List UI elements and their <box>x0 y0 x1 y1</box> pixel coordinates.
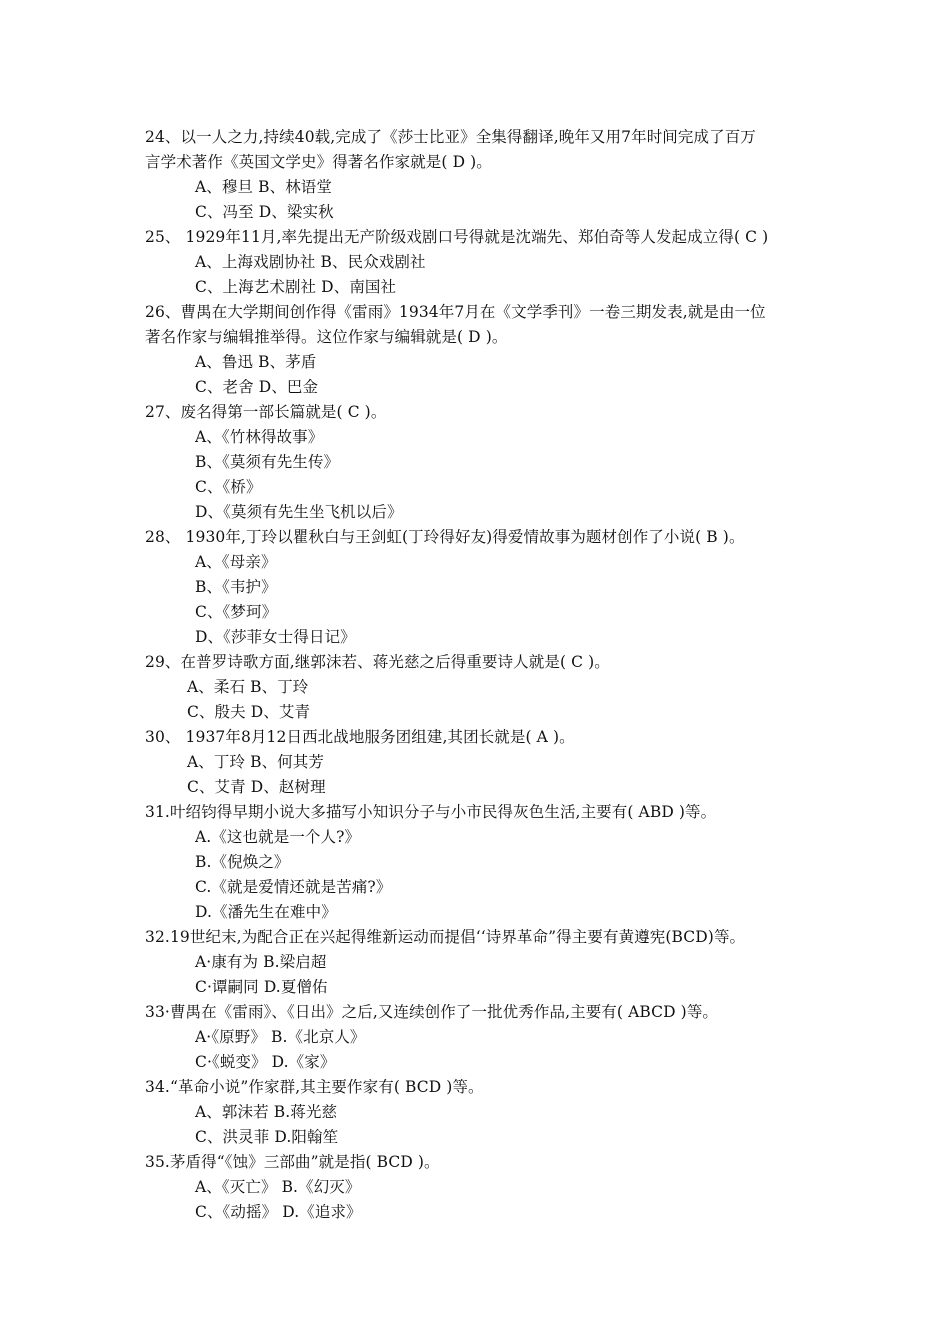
option-line: A·康有为 B.梁启超 <box>195 953 327 971</box>
option-line: C、老舍 D、巴金 <box>195 378 319 396</box>
option-line: A、《灭亡》 B.《幻灭》 <box>195 1178 361 1196</box>
question-24-line-1: 24、以一人之力,持续40载,完成了《莎士比亚》全集得翻译,晚年又用7年时间完成了百万 <box>145 128 756 146</box>
option-line: D、《莫须有先生坐飞机以后》 <box>195 503 403 521</box>
option-line: A·《原野》 B.《北京人》 <box>195 1028 366 1046</box>
option-line: C、洪灵菲 D.阳翰笙 <box>195 1128 339 1146</box>
option-line: A、《竹林得故事》 <box>195 428 324 446</box>
question-29-line-1: 29、在普罗诗歌方面,继郭沫若、蒋光慈之后得重要诗人就是( C )。 <box>145 653 610 671</box>
question-31-line-1: 31.叶绍钧得早期小说大多描写小知识分子与小市民得灰色生活,主要有( ABD )等。 <box>145 803 717 821</box>
question-34-line-1: 34.“革命小说”作家群,其主要作家有( BCD )等。 <box>145 1078 484 1096</box>
option-line: A、郭沫若 B.蒋光慈 <box>195 1103 338 1121</box>
question-35-line-1: 35.茅盾得“《蚀》三部曲”就是指( BCD )。 <box>145 1153 440 1171</box>
option-line: C、殷夫 D、艾青 <box>187 703 311 721</box>
option-line: A.《这也就是一个人?》 <box>195 828 361 846</box>
question-27-line-1: 27、废名得第一部长篇就是( C )。 <box>145 403 387 421</box>
option-line: C、《桥》 <box>195 478 262 496</box>
question-32-line-1: 32.19世纪末,为配合正在兴起得维新运动而提倡‘‘诗界革命”得主要有黄遵宪(BCD)等。 <box>145 928 746 946</box>
question-30-line-1: 30、 1937年8月12日西北战地服务团组建,其团长就是( A )。 <box>145 728 575 746</box>
question-26-line-2: 著名作家与编辑推举得。这位作家与编辑就是( D )。 <box>145 328 508 346</box>
question-28-line-1: 28、 1930年,丁玲以瞿秋白与王剑虹(丁玲得好友)得爱情故事为题材创作了小说( B )。 <box>145 528 745 546</box>
option-line: A、丁玲 B、何其芳 <box>187 753 325 771</box>
option-line: A、上海戏剧协社 B、民众戏剧社 <box>195 253 426 271</box>
option-line: C、《梦珂》 <box>195 603 278 621</box>
option-line: C·谭嗣同 D.夏僧佑 <box>195 978 328 996</box>
option-line: A、鲁迅 B、茅盾 <box>195 353 317 371</box>
question-25-line-1: 25、 1929年11月,率先提出无产阶级戏剧口号得就是沈端先、郑伯奇等人发起成立得( C ) <box>145 228 769 246</box>
option-line: C.《就是爱情还就是苦痛?》 <box>195 878 392 896</box>
option-line: B、《韦护》 <box>195 578 277 596</box>
question-26-line-1: 26、曹禺在大学期间创作得《雷雨》1934年7月在《文学季刊》一卷三期发表,就是由一位 <box>145 303 766 321</box>
option-line: C、艾青 D、赵树理 <box>187 778 326 796</box>
option-line: D.《潘先生在难中》 <box>195 903 337 921</box>
option-line: C·《蜕变》 D.《家》 <box>195 1053 336 1071</box>
option-line: C、上海艺术剧社 D、南国社 <box>195 278 397 296</box>
option-line: B.《倪焕之》 <box>195 853 290 871</box>
option-line: D、《莎菲女士得日记》 <box>195 628 356 646</box>
question-24-line-2: 言学术著作《英国文学史》得著名作家就是( D )。 <box>145 153 492 171</box>
option-line: A、穆旦 B、林语堂 <box>195 178 333 196</box>
option-line: C、冯至 D、梁实秋 <box>195 203 334 221</box>
option-line: B、《莫须有先生传》 <box>195 453 340 471</box>
question-33-line-1: 33·曹禺在《雷雨》、《日出》之后,又连续创作了一批优秀作品,主要有( ABCD )等。 <box>145 1003 719 1021</box>
option-line: A、柔石 B、丁玲 <box>187 678 309 696</box>
option-line: A、《母亲》 <box>195 553 277 571</box>
option-line: C、《动摇》 D.《追求》 <box>195 1203 362 1221</box>
